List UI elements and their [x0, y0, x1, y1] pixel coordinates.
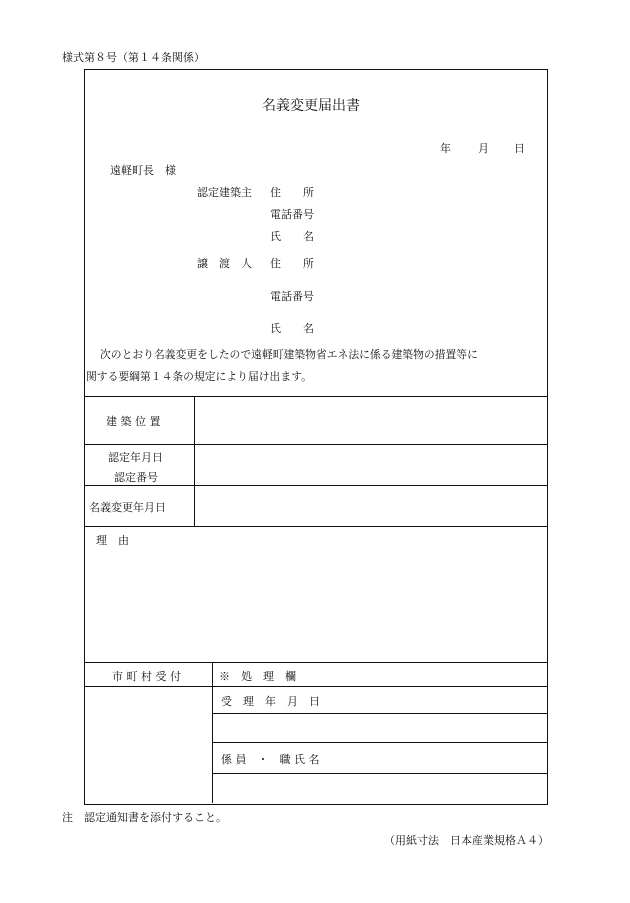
date-month: 月 — [478, 142, 489, 155]
reason-label: 理 由 — [96, 534, 129, 547]
row-divider-2 — [85, 485, 547, 486]
table-label-column-line — [194, 396, 195, 526]
statement-line-1: 次のとおり名義変更をしたので遠軽町建築物省エネ法に係る建築物の措置等に — [100, 348, 478, 361]
office-divider-right-2 — [212, 713, 547, 714]
cert-date-label: 認定年月日 — [108, 451, 163, 464]
date-year: 年 — [440, 142, 451, 155]
statement-line-2: 関する要綱第１４条の規定により届け出ます。 — [86, 370, 312, 383]
table-top-line — [85, 396, 547, 397]
cert-number-label: 認定番号 — [114, 471, 158, 484]
certified-owner-name-label: 氏 名 — [270, 230, 314, 243]
date-day: 日 — [514, 142, 525, 155]
certified-owner-phone-label: 電話番号 — [270, 208, 314, 221]
municipal-receipt-label: 市 町 村 受 付 — [112, 670, 181, 683]
form-title: 名義変更届出書 — [262, 98, 360, 114]
transferor-name-label: 氏 名 — [270, 322, 314, 335]
name-change-date-label: 名義変更年月日 — [89, 501, 166, 514]
office-divider-right-4 — [212, 773, 547, 774]
row-divider-3 — [85, 526, 547, 527]
form-number: 様式第８号（第１４条関係） — [62, 51, 205, 64]
office-column-line — [212, 662, 213, 803]
row-divider-1 — [85, 444, 547, 445]
paper-size-note: （用紙寸法 日本産業規格Ａ４） — [384, 834, 549, 847]
office-divider-right-1 — [212, 686, 547, 687]
building-location-label: 建 築 位 置 — [106, 415, 161, 428]
transferor-phone-label: 電話番号 — [270, 290, 314, 303]
transferor-address-label: 住 所 — [270, 257, 314, 270]
certified-owner-address-label: 住 所 — [270, 186, 314, 199]
transferor-role: 譲 渡 人 — [197, 257, 252, 270]
row-divider-4 — [85, 662, 547, 663]
office-divider-left — [85, 686, 213, 687]
addressee: 遠軽町長 様 — [110, 164, 176, 177]
receipt-date-label: 受 理 年 月 日 — [221, 695, 320, 708]
footer-note: 注 認定通知書を添付すること。 — [62, 811, 227, 824]
staff-name-label: 係 員 ・ 職 氏 名 — [221, 753, 320, 766]
office-divider-right-3 — [212, 742, 547, 743]
certified-owner-role: 認定建築主 — [197, 186, 252, 199]
processing-column-label: ※ 処 理 欄 — [219, 670, 296, 683]
